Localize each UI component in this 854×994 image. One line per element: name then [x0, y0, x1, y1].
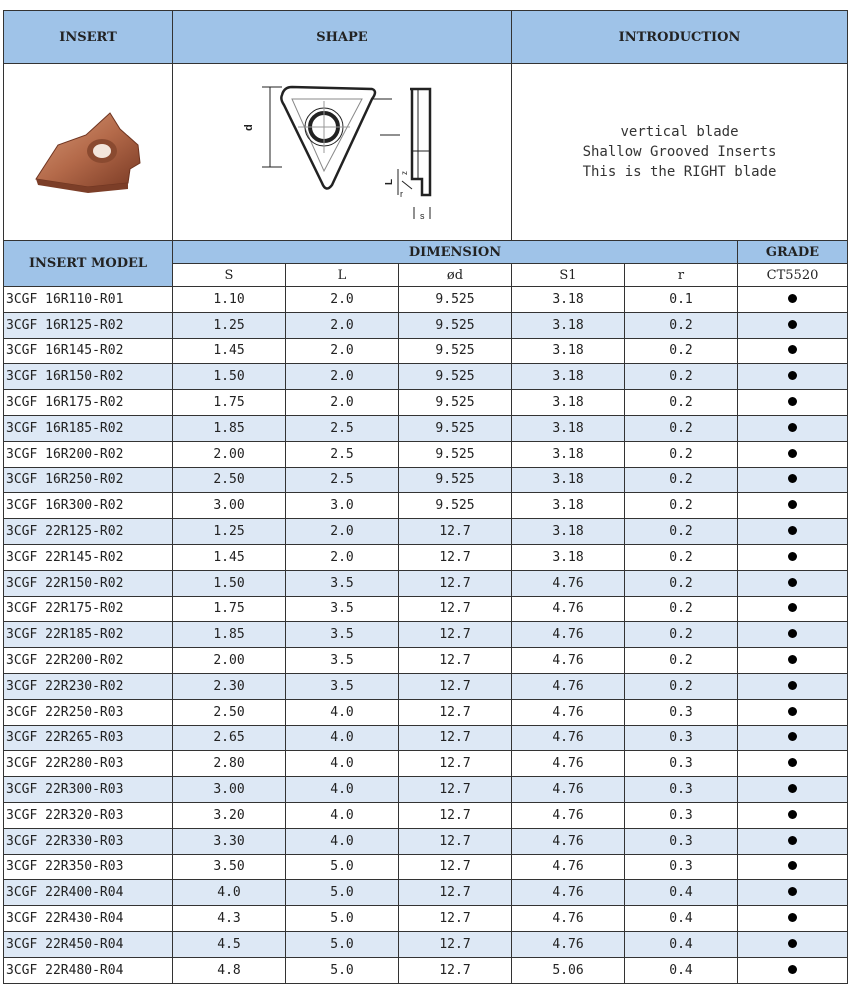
r-cell: 0.3 [625, 828, 738, 854]
l-cell: 5.0 [286, 854, 399, 880]
s1-cell: 3.18 [512, 390, 625, 416]
grade-cell [738, 519, 848, 545]
grade-available-dot-icon [788, 397, 797, 406]
d-cell: 12.7 [399, 751, 512, 777]
r-cell: 0.2 [625, 467, 738, 493]
r-cell: 0.2 [625, 390, 738, 416]
s-cell: 3.30 [173, 828, 286, 854]
table-row [4, 931, 848, 957]
model-cell: 3CGF 22R250-R03 [4, 699, 173, 725]
table-row [4, 880, 848, 906]
l-cell: 3.5 [286, 570, 399, 596]
s-cell: 1.50 [173, 570, 286, 596]
l-cell: 4.0 [286, 751, 399, 777]
s-cell: 1.45 [173, 544, 286, 570]
r-cell: 0.4 [625, 957, 738, 983]
model-cell: 3CGF 22R280-R03 [4, 751, 173, 777]
table-row [4, 622, 848, 648]
table-row [4, 441, 848, 467]
model-cell: 3CGF 22R480-R04 [4, 957, 173, 983]
grade-available-dot-icon [788, 629, 797, 638]
d-cell: 12.7 [399, 880, 512, 906]
grade-available-dot-icon [788, 526, 797, 535]
grade-cell [738, 312, 848, 338]
shape-diagram [222, 75, 462, 225]
s1-cell: 3.18 [512, 493, 625, 519]
table-row [4, 957, 848, 983]
label-s: s [420, 211, 425, 221]
model-cell: 3CGF 16R300-R02 [4, 493, 173, 519]
label-r: r [400, 189, 403, 199]
model-cell: 3CGF 22R175-R02 [4, 596, 173, 622]
grade-cell [738, 828, 848, 854]
r-cell: 0.4 [625, 906, 738, 932]
table-row [4, 287, 848, 313]
l-cell: 5.0 [286, 931, 399, 957]
s-cell: 3.20 [173, 802, 286, 828]
r-cell: 0.2 [625, 519, 738, 545]
r-cell: 0.2 [625, 570, 738, 596]
grade-cell [738, 364, 848, 390]
l-cell: 2.0 [286, 364, 399, 390]
grade-available-dot-icon [788, 836, 797, 845]
s-cell: 2.50 [173, 699, 286, 725]
grade-cell [738, 673, 848, 699]
model-cell: 3CGF 22R150-R02 [4, 570, 173, 596]
s1-cell: 5.06 [512, 957, 625, 983]
d-cell: 12.7 [399, 673, 512, 699]
grade-cell [738, 390, 848, 416]
d-cell: 12.7 [399, 596, 512, 622]
col-header-r: r [625, 264, 738, 287]
model-cell: 3CGF 16R250-R02 [4, 467, 173, 493]
grade-cell [738, 622, 848, 648]
grade-cell [738, 570, 848, 596]
l-cell: 4.0 [286, 777, 399, 803]
d-cell: 12.7 [399, 931, 512, 957]
model-cell: 3CGF 22R350-R03 [4, 854, 173, 880]
l-cell: 5.0 [286, 906, 399, 932]
d-cell: 9.525 [399, 338, 512, 364]
s-cell: 4.3 [173, 906, 286, 932]
grade-available-dot-icon [788, 810, 797, 819]
d-cell: 12.7 [399, 854, 512, 880]
r-cell: 0.2 [625, 338, 738, 364]
label-d: d [243, 124, 255, 131]
r-cell: 0.3 [625, 802, 738, 828]
s-cell: 3.50 [173, 854, 286, 880]
grade-cell [738, 931, 848, 957]
s-cell: 2.00 [173, 648, 286, 674]
s-cell: 4.8 [173, 957, 286, 983]
table-row [4, 828, 848, 854]
grade-available-dot-icon [788, 784, 797, 793]
l-cell: 3.5 [286, 673, 399, 699]
grade-cell [738, 493, 848, 519]
d-cell: 12.7 [399, 906, 512, 932]
r-cell: 0.3 [625, 854, 738, 880]
model-cell: 3CGF 22R430-R04 [4, 906, 173, 932]
l-cell: 2.0 [286, 338, 399, 364]
table-row [4, 364, 848, 390]
r-cell: 0.2 [625, 441, 738, 467]
s1-cell: 4.76 [512, 802, 625, 828]
d-cell: 12.7 [399, 570, 512, 596]
r-cell: 0.2 [625, 622, 738, 648]
model-cell: 3CGF 22R185-R02 [4, 622, 173, 648]
l-cell: 2.0 [286, 519, 399, 545]
r-cell: 0.4 [625, 931, 738, 957]
grade-available-dot-icon [788, 887, 797, 896]
grade-available-dot-icon [788, 965, 797, 974]
grade-available-dot-icon [788, 320, 797, 329]
model-cell: 3CGF 22R320-R03 [4, 802, 173, 828]
shape-diagram-cell [173, 64, 512, 241]
col-header-L: L [286, 264, 399, 287]
model-cell: 3CGF 22R230-R02 [4, 673, 173, 699]
s1-cell: 3.18 [512, 441, 625, 467]
grade-cell [738, 777, 848, 803]
l-cell: 5.0 [286, 957, 399, 983]
s1-cell: 4.76 [512, 751, 625, 777]
s-cell: 1.75 [173, 390, 286, 416]
s1-cell: 4.76 [512, 622, 625, 648]
introduction-cell [512, 64, 848, 241]
l-cell: 5.0 [286, 880, 399, 906]
s-cell: 2.50 [173, 467, 286, 493]
grade-cell [738, 441, 848, 467]
d-cell: 9.525 [399, 441, 512, 467]
d-cell: 12.7 [399, 519, 512, 545]
d-cell: 12.7 [399, 802, 512, 828]
grade-available-dot-icon [788, 758, 797, 767]
table-row [4, 415, 848, 441]
s-cell: 1.50 [173, 364, 286, 390]
s-cell: 3.00 [173, 493, 286, 519]
model-cell: 3CGF 16R175-R02 [4, 390, 173, 416]
model-cell: 3CGF 22R125-R02 [4, 519, 173, 545]
grade-cell [738, 751, 848, 777]
dimension-header: DIMENSION [173, 241, 738, 264]
grade-cell [738, 906, 848, 932]
model-cell: 3CGF 16R150-R02 [4, 364, 173, 390]
table-row [4, 467, 848, 493]
d-cell: 12.7 [399, 544, 512, 570]
l-cell: 2.0 [286, 287, 399, 313]
s-cell: 1.45 [173, 338, 286, 364]
table-row [4, 312, 848, 338]
model-cell: 3CGF 22R300-R03 [4, 777, 173, 803]
grade-cell [738, 287, 848, 313]
r-cell: 0.3 [625, 777, 738, 803]
grade-cell [738, 854, 848, 880]
d-cell: 9.525 [399, 390, 512, 416]
table-row [4, 777, 848, 803]
grade-available-dot-icon [788, 681, 797, 690]
grade-cell [738, 699, 848, 725]
grade-cell [738, 880, 848, 906]
insert-photo-cell [4, 64, 173, 241]
grade-cell [738, 648, 848, 674]
r-cell: 0.2 [625, 312, 738, 338]
s1-cell: 4.76 [512, 596, 625, 622]
l-cell: 3.5 [286, 622, 399, 648]
l-cell: 4.0 [286, 828, 399, 854]
s1-cell: 3.18 [512, 364, 625, 390]
model-cell: 3CGF 16R185-R02 [4, 415, 173, 441]
model-cell: 3CGF 22R200-R02 [4, 648, 173, 674]
grade-cell [738, 467, 848, 493]
l-cell: 4.0 [286, 725, 399, 751]
table-row [4, 751, 848, 777]
s-cell: 2.80 [173, 751, 286, 777]
l-cell: 2.0 [286, 390, 399, 416]
model-cell: 3CGF 22R145-R02 [4, 544, 173, 570]
r-cell: 0.1 [625, 287, 738, 313]
label-L: L [384, 178, 395, 185]
r-cell: 0.2 [625, 544, 738, 570]
col-header-S: S [173, 264, 286, 287]
d-cell: 12.7 [399, 622, 512, 648]
grade-available-dot-icon [788, 294, 797, 303]
grade-available-dot-icon [788, 345, 797, 354]
shape-header: SHAPE [173, 11, 512, 64]
grade-available-dot-icon [788, 603, 797, 612]
r-cell: 0.2 [625, 493, 738, 519]
s-cell: 4.5 [173, 931, 286, 957]
s1-cell: 4.76 [512, 777, 625, 803]
col-header-d: ød [399, 264, 512, 287]
grade-available-dot-icon [788, 861, 797, 870]
s-cell: 2.00 [173, 441, 286, 467]
s1-cell: 3.18 [512, 312, 625, 338]
grade-available-dot-icon [788, 707, 797, 716]
introduction-header: INTRODUCTION [512, 11, 848, 64]
model-cell: 3CGF 16R200-R02 [4, 441, 173, 467]
l-cell: 4.0 [286, 802, 399, 828]
s1-cell: 4.76 [512, 828, 625, 854]
label-z: z [400, 171, 409, 175]
table-row [4, 519, 848, 545]
s1-cell: 4.76 [512, 699, 625, 725]
insert-header: INSERT [4, 11, 173, 64]
s-cell: 2.65 [173, 725, 286, 751]
l-cell: 3.5 [286, 648, 399, 674]
s1-cell: 4.76 [512, 648, 625, 674]
s1-cell: 3.18 [512, 338, 625, 364]
grade-cell [738, 802, 848, 828]
l-cell: 2.0 [286, 544, 399, 570]
s1-cell: 3.18 [512, 287, 625, 313]
model-cell: 3CGF 16R145-R02 [4, 338, 173, 364]
table-row [4, 854, 848, 880]
grade-available-dot-icon [788, 474, 797, 483]
d-cell: 9.525 [399, 415, 512, 441]
r-cell: 0.2 [625, 364, 738, 390]
s-cell: 1.75 [173, 596, 286, 622]
table-row [4, 544, 848, 570]
grade-available-dot-icon [788, 732, 797, 741]
grade-cell [738, 415, 848, 441]
s1-cell: 4.76 [512, 854, 625, 880]
table-row [4, 570, 848, 596]
s-cell: 1.25 [173, 519, 286, 545]
s-cell: 1.10 [173, 287, 286, 313]
s1-cell: 4.76 [512, 880, 625, 906]
s1-cell: 4.76 [512, 673, 625, 699]
grade-available-dot-icon [788, 449, 797, 458]
s1-cell: 3.18 [512, 544, 625, 570]
l-cell: 2.0 [286, 312, 399, 338]
intro-line-3: This is the RIGHT blade [582, 164, 777, 180]
col-header-grade: CT5520 [738, 264, 848, 287]
grade-available-dot-icon [788, 371, 797, 380]
insert-spec-table [3, 10, 848, 984]
s1-cell: 3.18 [512, 415, 625, 441]
grade-header: GRADE [738, 241, 848, 264]
s-cell: 1.85 [173, 415, 286, 441]
d-cell: 12.7 [399, 699, 512, 725]
table-row [4, 596, 848, 622]
grade-available-dot-icon [788, 552, 797, 561]
grade-available-dot-icon [788, 939, 797, 948]
table-row [4, 390, 848, 416]
s1-cell: 4.76 [512, 906, 625, 932]
r-cell: 0.2 [625, 673, 738, 699]
r-cell: 0.2 [625, 415, 738, 441]
table-row [4, 673, 848, 699]
d-cell: 9.525 [399, 312, 512, 338]
s1-cell: 4.76 [512, 725, 625, 751]
grade-cell [738, 544, 848, 570]
d-cell: 9.525 [399, 493, 512, 519]
l-cell: 4.0 [286, 699, 399, 725]
d-cell: 12.7 [399, 828, 512, 854]
insert-photo [28, 105, 148, 195]
grade-available-dot-icon [788, 423, 797, 432]
d-cell: 9.525 [399, 287, 512, 313]
r-cell: 0.4 [625, 880, 738, 906]
intro-line-1: vertical blade [620, 124, 739, 140]
l-cell: 2.5 [286, 467, 399, 493]
grade-available-dot-icon [788, 578, 797, 587]
d-cell: 12.7 [399, 957, 512, 983]
model-cell: 3CGF 22R400-R04 [4, 880, 173, 906]
l-cell: 3.0 [286, 493, 399, 519]
table-row [4, 338, 848, 364]
model-cell: 3CGF 22R330-R03 [4, 828, 173, 854]
insert-model-header: INSERT MODEL [4, 241, 173, 287]
s1-cell: 4.76 [512, 931, 625, 957]
r-cell: 0.3 [625, 725, 738, 751]
l-cell: 2.5 [286, 415, 399, 441]
s-cell: 1.85 [173, 622, 286, 648]
table-row [4, 699, 848, 725]
col-header-S1: S1 [512, 264, 625, 287]
s-cell: 2.30 [173, 673, 286, 699]
d-cell: 12.7 [399, 777, 512, 803]
model-cell: 3CGF 22R450-R04 [4, 931, 173, 957]
grade-available-dot-icon [788, 500, 797, 509]
table-row [4, 493, 848, 519]
table-row [4, 648, 848, 674]
s-cell: 3.00 [173, 777, 286, 803]
d-cell: 9.525 [399, 467, 512, 493]
model-cell: 3CGF 16R125-R02 [4, 312, 173, 338]
model-cell: 3CGF 16R110-R01 [4, 287, 173, 313]
d-cell: 9.525 [399, 364, 512, 390]
grade-cell [738, 596, 848, 622]
l-cell: 3.5 [286, 596, 399, 622]
s1-cell: 3.18 [512, 467, 625, 493]
grade-cell [738, 957, 848, 983]
grade-cell [738, 725, 848, 751]
s-cell: 1.25 [173, 312, 286, 338]
table-row [4, 906, 848, 932]
s1-cell: 3.18 [512, 519, 625, 545]
s-cell: 4.0 [173, 880, 286, 906]
grade-cell [738, 338, 848, 364]
table-row [4, 802, 848, 828]
r-cell: 0.2 [625, 596, 738, 622]
s1-cell: 4.76 [512, 570, 625, 596]
r-cell: 0.3 [625, 699, 738, 725]
grade-available-dot-icon [788, 913, 797, 922]
r-cell: 0.3 [625, 751, 738, 777]
model-cell: 3CGF 22R265-R03 [4, 725, 173, 751]
intro-line-2: Shallow Grooved Inserts [582, 144, 777, 160]
grade-available-dot-icon [788, 655, 797, 664]
r-cell: 0.2 [625, 648, 738, 674]
d-cell: 12.7 [399, 725, 512, 751]
l-cell: 2.5 [286, 441, 399, 467]
d-cell: 12.7 [399, 648, 512, 674]
table-row [4, 725, 848, 751]
